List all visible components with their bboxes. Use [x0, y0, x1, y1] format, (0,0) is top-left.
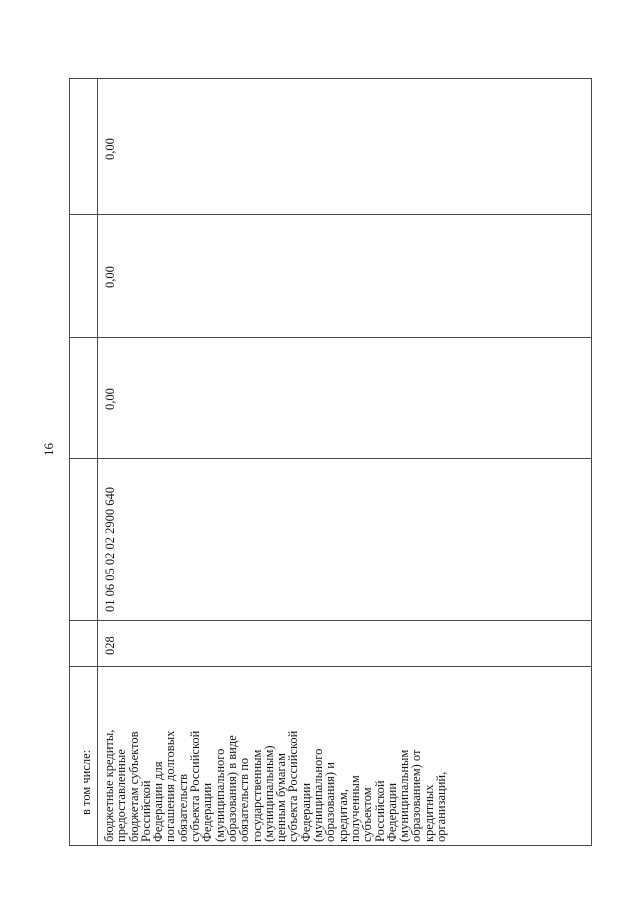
budget-code-cell: 01 06 05 02 02 2900 640 [103, 487, 117, 612]
column-divider [69, 214, 592, 215]
value-cell-1: 0,00 [103, 388, 117, 410]
page-number: 16 [41, 443, 56, 456]
table-border-bottom [69, 845, 592, 846]
column-divider [69, 666, 592, 667]
table-border-left [69, 78, 70, 846]
row-heading: в том числе: [79, 749, 93, 815]
row-divider [97, 78, 98, 846]
column-divider [69, 620, 592, 621]
value-cell-3: 0,00 [103, 138, 117, 160]
admin-code-cell: 028 [103, 636, 117, 655]
table-border-top [69, 78, 592, 79]
table-border-right [591, 78, 592, 846]
column-divider [69, 458, 592, 459]
value-cell-2: 0,00 [103, 266, 117, 288]
column-divider [69, 337, 592, 338]
row-description: бюджетные кредиты, предоставленные бюджетам субъектов Российской Федерации для погашения долговых обязательств субъекта Российской Федерации (муниципального образования) в виде обязательств по государственным (муниципальным) ценным бумагам субъекта Российской Федерации (муниципального образования) и кредитам, полученным субъектом Российской Федерации (муниципальным образованием) от кредитных организаций, [102, 729, 449, 842]
